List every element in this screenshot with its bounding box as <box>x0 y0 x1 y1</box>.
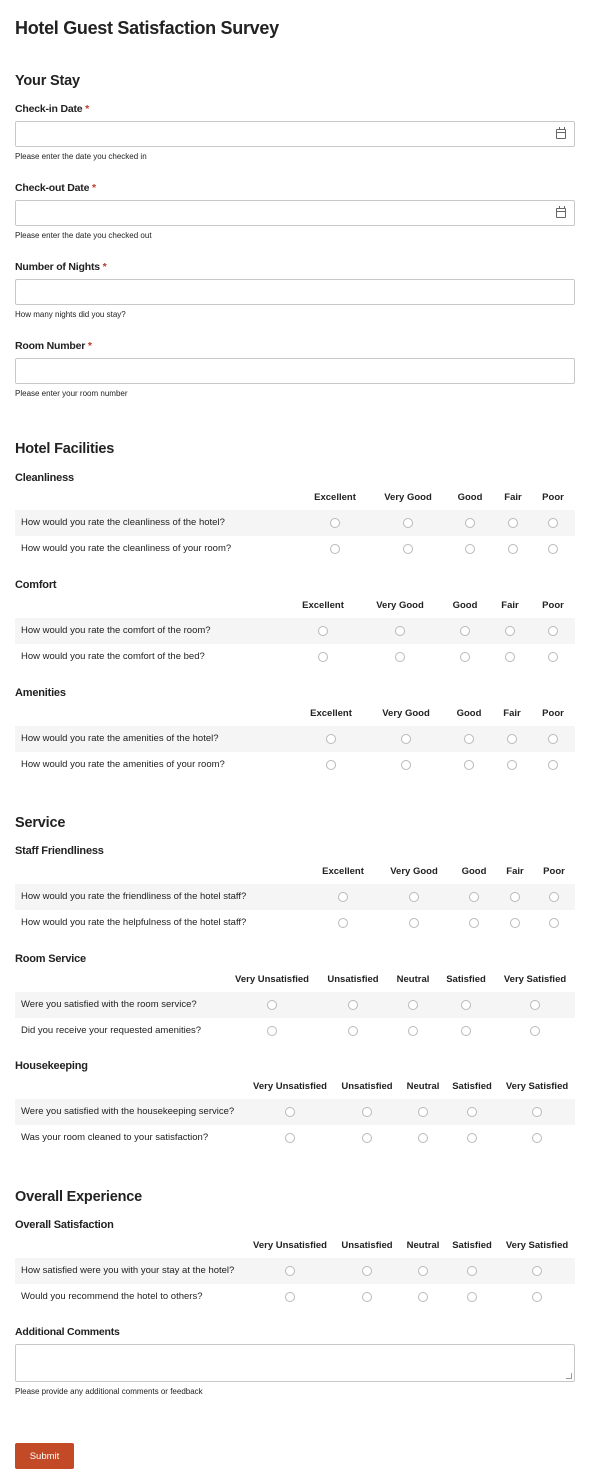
question-label: How would you rate the amenities of the hotel? <box>21 733 219 744</box>
nights-label: Number of Nights * <box>15 261 107 273</box>
amenities-matrix <box>15 708 575 778</box>
matrix-row <box>15 1258 575 1284</box>
question-label: How would you rate the amenities of your room? <box>21 759 225 770</box>
column-header: Very Satisfied <box>505 1240 569 1251</box>
submit-button[interactable]: Submit <box>15 1443 74 1469</box>
question-label: Were you satisfied with the housekeeping service? <box>21 1106 235 1117</box>
column-header: Unsatisfied <box>327 974 379 985</box>
matrix-header <box>15 866 575 884</box>
radio-option[interactable] <box>348 1026 358 1036</box>
group-title-overall-satisfaction: Overall Satisfaction <box>15 1219 114 1231</box>
radio-option[interactable] <box>467 1107 477 1117</box>
radio-option[interactable] <box>408 1026 418 1036</box>
column-header: Very Satisfied <box>505 1081 569 1092</box>
column-header: Very Good <box>382 708 430 719</box>
radio-option[interactable] <box>548 518 558 528</box>
radio-option[interactable] <box>510 892 520 902</box>
column-header: Unsatisfied <box>341 1081 393 1092</box>
radio-option[interactable] <box>348 1000 358 1010</box>
radio-option[interactable] <box>549 918 559 928</box>
checkout-date-input[interactable] <box>15 200 575 226</box>
comments-textarea[interactable] <box>15 1344 575 1382</box>
calendar-icon[interactable] <box>556 129 566 139</box>
question-label: How satisfied were you with your stay at the hotel? <box>21 1265 235 1276</box>
comfort-matrix <box>15 600 575 670</box>
radio-option[interactable] <box>467 1292 477 1302</box>
radio-option[interactable] <box>338 918 348 928</box>
column-header: Satisfied <box>446 974 486 985</box>
required-marker: * <box>85 103 90 115</box>
radio-option[interactable] <box>548 626 558 636</box>
section-title-service: Service <box>15 815 66 831</box>
radio-option[interactable] <box>532 1266 542 1276</box>
room-number-input[interactable] <box>15 358 575 384</box>
radio-option[interactable] <box>338 892 348 902</box>
radio-option[interactable] <box>403 544 413 554</box>
radio-option[interactable] <box>530 1000 540 1010</box>
radio-option[interactable] <box>362 1107 372 1117</box>
column-header: Very Satisfied <box>503 974 567 985</box>
radio-option[interactable] <box>326 734 336 744</box>
column-header: Neutral <box>396 974 430 985</box>
matrix-header <box>15 1240 575 1258</box>
radio-option[interactable] <box>267 1000 277 1010</box>
group-title-amenities: Amenities <box>15 687 66 699</box>
radio-option[interactable] <box>318 626 328 636</box>
question-label: How would you rate the comfort of the bed? <box>21 651 205 662</box>
column-header: Poor <box>542 492 564 503</box>
column-header: Fair <box>504 492 522 503</box>
matrix-row <box>15 618 575 644</box>
radio-option[interactable] <box>532 1107 542 1117</box>
radio-option[interactable] <box>548 652 558 662</box>
column-header: Very Good <box>384 492 432 503</box>
radio-option[interactable] <box>418 1107 428 1117</box>
radio-option[interactable] <box>362 1292 372 1302</box>
radio-option[interactable] <box>267 1026 277 1036</box>
radio-option[interactable] <box>461 1000 471 1010</box>
overall-satisfaction-matrix <box>15 1240 575 1310</box>
nights-help: How many nights did you stay? <box>15 310 126 319</box>
column-header: Unsatisfied <box>341 1240 393 1251</box>
column-header: Neutral <box>406 1081 440 1092</box>
group-title-cleanliness: Cleanliness <box>15 472 74 484</box>
radio-option[interactable] <box>465 544 475 554</box>
radio-option[interactable] <box>395 626 405 636</box>
column-header: Very Unsatisfied <box>235 974 309 985</box>
column-header: Good <box>456 708 482 719</box>
radio-option[interactable] <box>408 1000 418 1010</box>
radio-option[interactable] <box>465 518 475 528</box>
radio-option[interactable] <box>285 1266 295 1276</box>
radio-option[interactable] <box>418 1292 428 1302</box>
radio-option[interactable] <box>548 734 558 744</box>
radio-option[interactable] <box>508 518 518 528</box>
page-title: Hotel Guest Satisfaction Survey <box>15 18 279 38</box>
staff-matrix <box>15 866 575 936</box>
matrix-header <box>15 708 575 726</box>
column-header: Fair <box>506 866 524 877</box>
calendar-icon[interactable] <box>556 208 566 218</box>
section-title-your-stay: Your Stay <box>15 73 80 89</box>
column-header: Fair <box>503 708 521 719</box>
group-title-room-service: Room Service <box>15 953 86 965</box>
radio-option[interactable] <box>460 652 470 662</box>
column-header: Poor <box>543 866 565 877</box>
column-header: Good <box>461 866 487 877</box>
column-header: Fair <box>501 600 519 611</box>
column-header: Very Unsatisfied <box>253 1081 327 1092</box>
comments-help: Please provide any additional comments or feedback <box>15 1387 203 1396</box>
radio-option[interactable] <box>409 892 419 902</box>
radio-option[interactable] <box>461 1026 471 1036</box>
matrix-header <box>15 1081 575 1099</box>
checkout-label: Check-out Date * <box>15 182 96 194</box>
checkin-help: Please enter the date you checked in <box>15 152 147 161</box>
section-title-overall-experience: Overall Experience <box>15 1189 142 1205</box>
radio-option[interactable] <box>285 1292 295 1302</box>
radio-option[interactable] <box>285 1107 295 1117</box>
radio-option[interactable] <box>318 652 328 662</box>
radio-option[interactable] <box>532 1292 542 1302</box>
radio-option[interactable] <box>505 652 515 662</box>
radio-option[interactable] <box>326 760 336 770</box>
resize-handle-icon[interactable] <box>566 1373 572 1379</box>
radio-option[interactable] <box>418 1133 428 1143</box>
required-marker: * <box>91 182 96 194</box>
radio-option[interactable] <box>464 734 474 744</box>
radio-option[interactable] <box>532 1133 542 1143</box>
matrix-header <box>15 600 575 618</box>
radio-option[interactable] <box>418 1266 428 1276</box>
column-header: Neutral <box>406 1240 440 1251</box>
matrix-row <box>15 644 575 670</box>
radio-option[interactable] <box>530 1026 540 1036</box>
column-header: Poor <box>542 600 564 611</box>
housekeeping-matrix <box>15 1081 575 1151</box>
matrix-row <box>15 1125 575 1151</box>
radio-option[interactable] <box>362 1133 372 1143</box>
question-label: How would you rate the comfort of the room? <box>21 625 211 636</box>
radio-option[interactable] <box>362 1266 372 1276</box>
radio-option[interactable] <box>330 518 340 528</box>
matrix-row <box>15 1018 575 1044</box>
column-header: Very Good <box>376 600 424 611</box>
room-number-label: Room Number * <box>15 340 92 352</box>
radio-option[interactable] <box>469 918 479 928</box>
matrix-row <box>15 884 575 910</box>
column-header: Excellent <box>322 866 364 877</box>
radio-option[interactable] <box>464 760 474 770</box>
radio-option[interactable] <box>467 1266 477 1276</box>
question-label: How would you rate the cleanliness of your room? <box>21 543 232 554</box>
radio-option[interactable] <box>401 760 411 770</box>
radio-option[interactable] <box>467 1133 477 1143</box>
question-label: Were you satisfied with the room service? <box>21 999 197 1010</box>
matrix-row <box>15 992 575 1018</box>
checkin-date-input[interactable] <box>15 121 575 147</box>
column-header: Good <box>457 492 483 503</box>
matrix-row <box>15 1284 575 1310</box>
section-title-hotel-facilities: Hotel Facilities <box>15 441 115 457</box>
question-label: How would you rate the friendliness of the hotel staff? <box>21 891 247 902</box>
room-service-matrix <box>15 974 575 1044</box>
room-number-help: Please enter your room number <box>15 389 128 398</box>
matrix-row <box>15 536 575 562</box>
column-header: Poor <box>542 708 564 719</box>
column-header: Satisfied <box>452 1240 492 1251</box>
column-header: Excellent <box>302 600 344 611</box>
matrix-row <box>15 510 575 536</box>
group-title-comfort: Comfort <box>15 579 57 591</box>
question-label: How would you rate the cleanliness of the hotel? <box>21 517 225 528</box>
question-label: Did you receive your requested amenities? <box>21 1025 202 1036</box>
radio-option[interactable] <box>395 652 405 662</box>
matrix-row <box>15 1099 575 1125</box>
radio-option[interactable] <box>548 544 558 554</box>
column-header: Excellent <box>310 708 352 719</box>
group-title-staff-friendliness: Staff Friendliness <box>15 845 104 857</box>
group-title-housekeeping: Housekeeping <box>15 1060 88 1072</box>
comments-label: Additional Comments <box>15 1326 120 1338</box>
radio-option[interactable] <box>510 918 520 928</box>
question-label: How would you rate the helpfulness of the hotel staff? <box>21 917 247 928</box>
radio-option[interactable] <box>469 892 479 902</box>
radio-option[interactable] <box>330 544 340 554</box>
matrix-row <box>15 910 575 936</box>
cleanliness-matrix <box>15 492 575 562</box>
column-header: Excellent <box>314 492 356 503</box>
radio-option[interactable] <box>548 760 558 770</box>
nights-input[interactable] <box>15 279 575 305</box>
required-marker: * <box>87 340 92 352</box>
radio-option[interactable] <box>507 734 517 744</box>
checkout-help: Please enter the date you checked out <box>15 231 152 240</box>
radio-option[interactable] <box>549 892 559 902</box>
required-marker: * <box>102 261 107 273</box>
column-header: Satisfied <box>452 1081 492 1092</box>
column-header: Very Unsatisfied <box>253 1240 327 1251</box>
radio-option[interactable] <box>409 918 419 928</box>
radio-option[interactable] <box>403 518 413 528</box>
column-header: Very Good <box>390 866 438 877</box>
question-label: Was your room cleaned to your satisfaction? <box>21 1132 209 1143</box>
radio-option[interactable] <box>401 734 411 744</box>
radio-option[interactable] <box>285 1133 295 1143</box>
column-header: Good <box>452 600 478 611</box>
matrix-row <box>15 752 575 778</box>
checkin-label: Check-in Date * <box>15 103 90 115</box>
matrix-header <box>15 974 575 992</box>
radio-option[interactable] <box>508 544 518 554</box>
question-label: Would you recommend the hotel to others? <box>21 1291 203 1302</box>
radio-option[interactable] <box>460 626 470 636</box>
matrix-row <box>15 726 575 752</box>
matrix-header <box>15 492 575 510</box>
radio-option[interactable] <box>507 760 517 770</box>
radio-option[interactable] <box>505 626 515 636</box>
